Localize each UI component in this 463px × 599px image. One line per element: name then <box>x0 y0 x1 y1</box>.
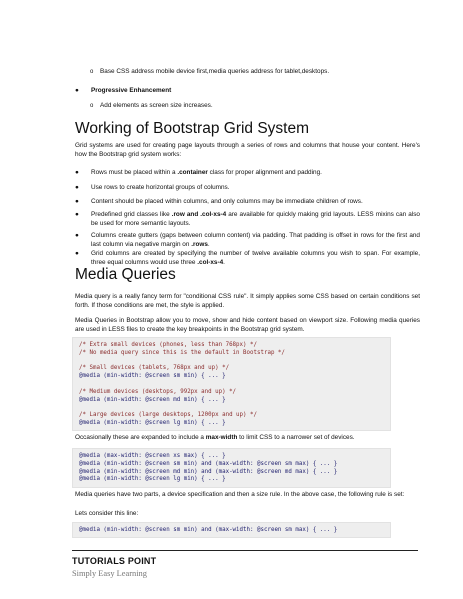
code-block-example-line <box>72 522 391 538</box>
code-line: @media (min-width: @screen md min) and (max-width: @screen md max) { ... } <box>79 468 338 475</box>
bullet-code-term: .container <box>177 169 208 176</box>
bullet-dot-icon: ● <box>75 211 79 218</box>
grid-bullet <box>75 198 420 207</box>
bullet-code-term: .rows <box>191 240 208 248</box>
bullet-text: are available for quickly making grid layouts. LESS mixins can also be used for more semantic layouts. <box>91 211 420 227</box>
bullet-text: Grid columns are created by specifying the number of twelve available columns you wish to span. For example, three equal columns would use three <box>91 250 420 266</box>
bullet-code-term: .col-xs-4 <box>197 258 224 266</box>
bullet-dot-icon: ● <box>75 184 79 191</box>
bullet-code-term: .row and .col-xs-4 <box>171 211 227 218</box>
circle-bullet-icon: o <box>90 103 94 109</box>
bullet-dot-icon: ● <box>75 250 79 257</box>
bullet-dot-icon: ● <box>75 169 79 176</box>
code-comment: /* No media query since this is the default in Bootstrap */ <box>79 349 285 356</box>
para-text: to limit CSS to a narrower set of devices. <box>237 434 355 441</box>
media-queries-heading: Media Queries <box>75 266 176 283</box>
bullet-dot-icon: ● <box>75 87 79 94</box>
code-block-max-width <box>72 448 391 488</box>
footer-brand: TUTORIALS POINT <box>72 556 157 566</box>
bullet-progressive-enhancement <box>75 87 420 96</box>
code-comment: /* Large devices (large desktops, 1200px and up) */ <box>79 412 257 419</box>
media-para-5: Lets consider this line: <box>75 510 139 517</box>
sub-bullet-text: Add elements as screen size increases. <box>100 102 213 109</box>
bullet-dot-icon: ● <box>75 198 79 205</box>
grid-bullet <box>75 232 420 249</box>
bullet-text: . <box>223 258 225 266</box>
bullet-text: Content should be placed within columns, and only columns may be immediate children of rows. <box>91 198 363 205</box>
circle-bullet-icon: o <box>90 69 94 75</box>
grid-section-heading: Working of Bootstrap Grid System <box>75 120 310 137</box>
code-line: @media (min-width: @screen md min) { ... } <box>79 396 226 403</box>
footer-divider <box>72 550 418 551</box>
media-para-1: Media query is a really fancy term for "conditional CSS rule". It simply applies some CSS based on certain conditions set forth. If those conditions are met, the style is applied. <box>75 293 420 309</box>
media-para-3 <box>75 434 420 443</box>
grid-bullet <box>75 184 420 193</box>
bullet-text: Columns create gutters (gaps between column content) via padding. That padding is offset in rows for the first and last column via negative margin on <box>91 232 420 248</box>
code-line: @media (min-width: @screen sm min) and (max-width: @screen sm max) { ... } <box>79 527 338 533</box>
bullet-text: Predefined grid classes like <box>91 211 172 218</box>
media-para-2: Media Queries in Bootstrap allow you to move, show and hide content based on viewport size. Following media queries are used in LESS files to create the key breakpoints in the Bootstrap grid system. <box>75 317 420 333</box>
code-line: @media (min-width: @screen lg min) { ... } <box>79 476 226 483</box>
bullet-text: Rows must be placed within a <box>91 169 178 176</box>
grid-intro-paragraph: Grid systems are used for creating page layouts through a series of rows and columns that house your content. Here's how the Bootstrap grid system works: <box>75 142 420 158</box>
bullet-dot-icon: ● <box>75 232 79 239</box>
code-block-breakpoints <box>72 337 391 431</box>
footer-tagline: Simply Easy Learning <box>72 569 147 578</box>
sub-bullet-text: Base CSS address mobile device first,media queries address for tablet,desktops. <box>100 68 330 75</box>
code-line: @media (min-width: @screen lg min) { ... } <box>79 419 226 426</box>
grid-bullet <box>75 250 420 267</box>
code-line: @media (max-width: @screen xs max) { ... } <box>79 453 226 459</box>
bullet-text: Use rows to create horizontal groups of columns. <box>91 184 230 191</box>
code-comment: /* Small devices (tablets, 768px and up) */ <box>79 365 230 372</box>
bullet-text: Progressive Enhancement <box>91 87 172 94</box>
code-line: @media (min-width: @screen sm min) and (max-width: @screen sm max) { ... } <box>79 460 338 467</box>
code-comment: /* Extra small devices (phones, less than 768px) */ <box>79 342 257 348</box>
bullet-text: . <box>207 240 210 248</box>
media-para-4: Media queries have two parts, a device specification and then a size rule. In the above case, the following rule is set: <box>75 491 405 498</box>
code-comment: /* Medium devices (desktops, 992px and up) */ <box>79 388 237 395</box>
grid-bullet <box>75 169 420 178</box>
bullet-text: class for proper alignment and padding. <box>207 169 322 176</box>
para-bold-term: max-width <box>205 434 238 441</box>
para-text: Occasionally these are expanded to include a <box>75 434 206 441</box>
grid-bullet <box>75 211 420 228</box>
code-line: @media (min-width: @screen sm min) { ... } <box>79 373 226 380</box>
